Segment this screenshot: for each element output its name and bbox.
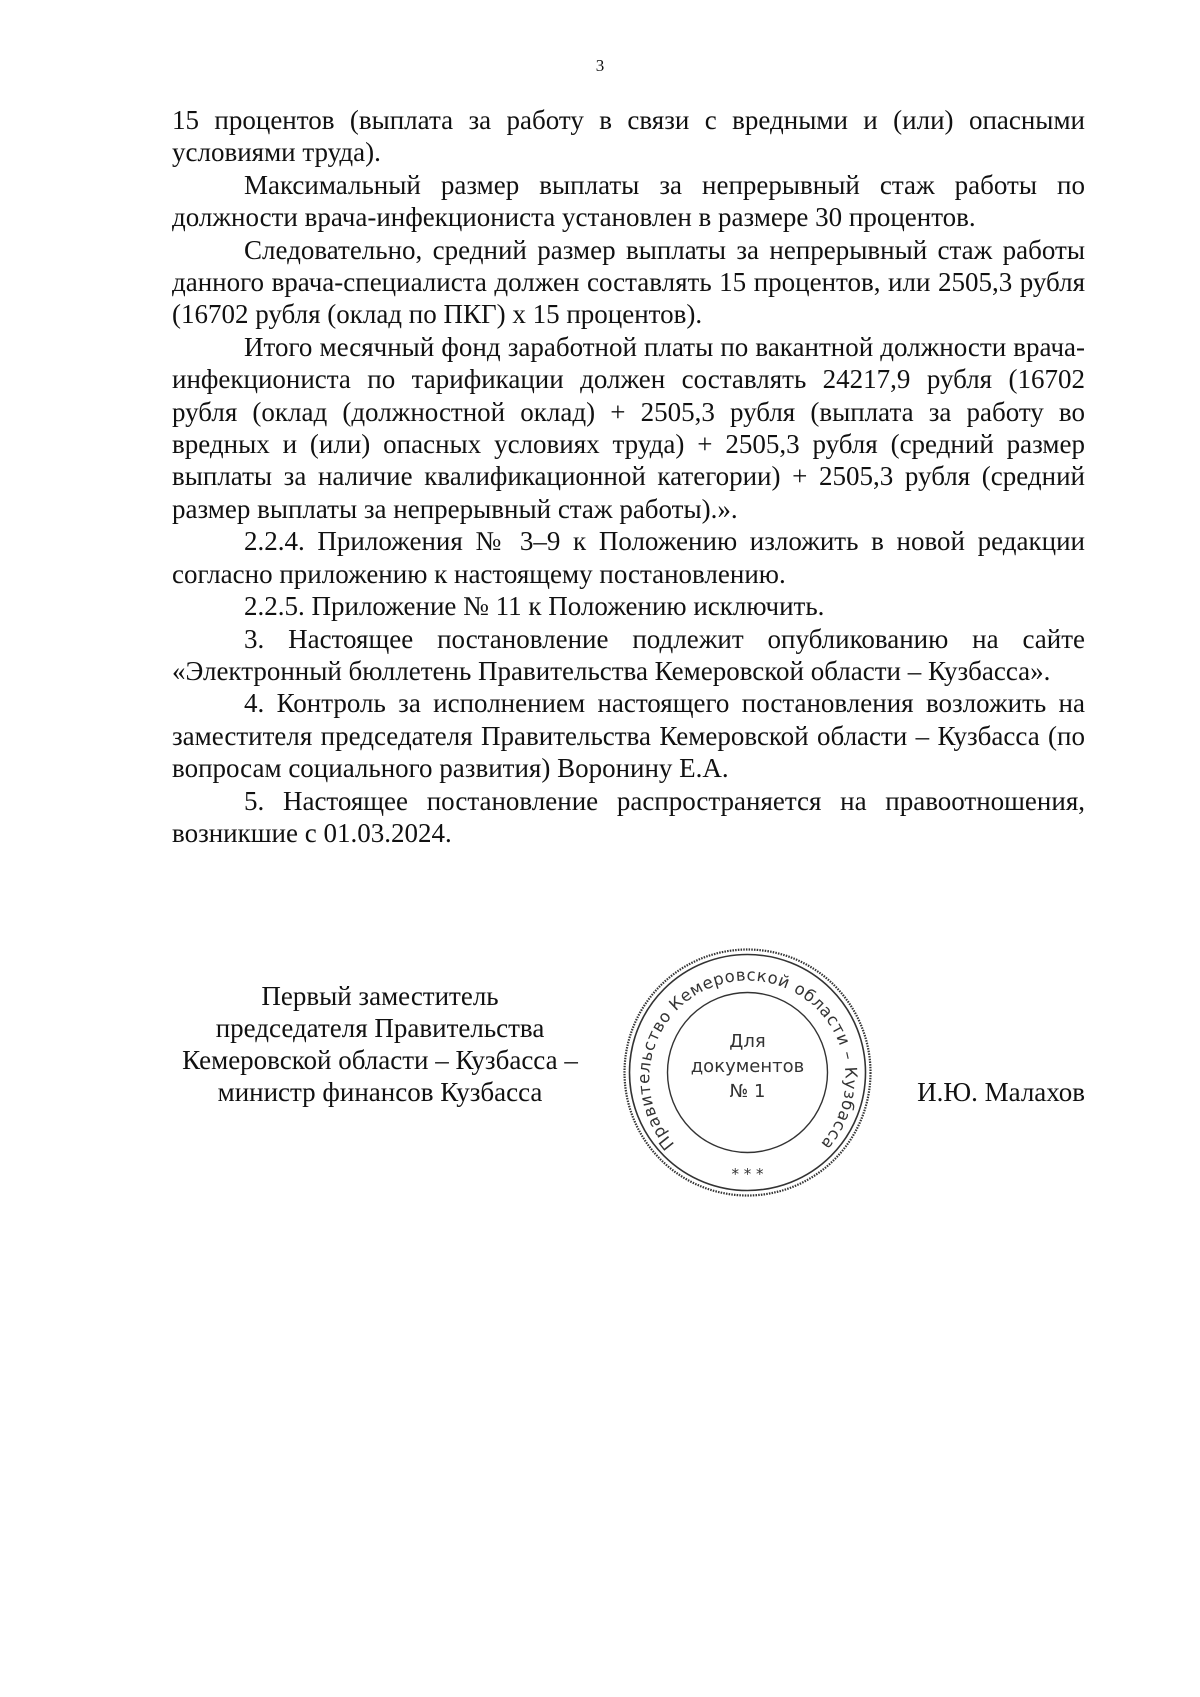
seal-center-line-3: № 1: [729, 1081, 766, 1102]
paragraph-2: Максимальный размер выплаты за непрерывный стаж работы по должности врача-инфекциониста установлен в размере 30 процентов.: [172, 169, 1085, 233]
paragraph-1: 15 процентов (выплата за работу в связи с вредными и (или) опасными условиями труда).: [172, 105, 1085, 168]
paragraph-3: Следовательно, средний размер выплаты за непрерывный стаж работы данного врача-специалиста должен составлять 15 процентов, или 2505,3 рубля (16702 рубля (оклад по ПКГ) х 15 процентов).: [172, 234, 1085, 330]
seal-center-line-2: документов: [690, 1056, 805, 1077]
signer-position-line-2: председателя Правительства: [215, 1013, 545, 1043]
paragraph-8: 4. Контроль за исполнением настоящего постановления возложить на заместителя председателя Правительства Кемеровской области – Кузбасса (по вопросам социального развития) Воронину Е.А.: [172, 688, 1085, 784]
paragraph-6: 2.2.5. Приложение № 11 к Положению исключить.: [244, 591, 825, 622]
signer-position: [155, 980, 605, 1108]
seal-ring-text: Правительство Кемеровской области – Кузбасса: [634, 965, 861, 1154]
page-number: 3: [595, 56, 605, 75]
paragraph-4: Итого месячный фонд заработной платы по вакантной должности врача-инфекциониста по тарификации должен составлять 24217,9 рубля (16702 рубля (оклад (должностной оклад) + 2505,3 рубля (выплата за работу во вредных и (или) опасных условиях труда) + 2505,3 рубля (средний размер выплаты за наличие квалификационной категории) + 2505,3 рубля (средний размер выплаты за непрерывный стаж работы).».: [172, 331, 1085, 524]
document-body: [172, 104, 1085, 849]
signer-position-line-3: Кемеровской области – Кузбасса –: [182, 1045, 578, 1075]
seal-icon: [620, 945, 875, 1200]
seal-stars: * * *: [731, 1165, 764, 1183]
signer-position-line-4: министр финансов Кузбасса: [217, 1077, 543, 1107]
signer-position-line-1: Первый заместитель: [261, 981, 499, 1011]
official-seal: [620, 945, 875, 1200]
paragraph-5: 2.2.4. Приложения № 3–9 к Положению изложить в новой редакции согласно приложению к настоящему постановлению.: [172, 526, 1085, 589]
seal-center-line-1: Для: [729, 1031, 766, 1052]
paragraph-9: 5. Настоящее постановление распространяется на правоотношения, возникшие с 01.03.2024.: [172, 785, 1085, 848]
paragraph-7: 3. Настоящее постановление подлежит опубликованию на сайте «Электронный бюллетень Правительства Кемеровской области – Кузбасса».: [172, 623, 1085, 686]
signer-name: И.Ю. Малахов: [917, 1077, 1085, 1107]
